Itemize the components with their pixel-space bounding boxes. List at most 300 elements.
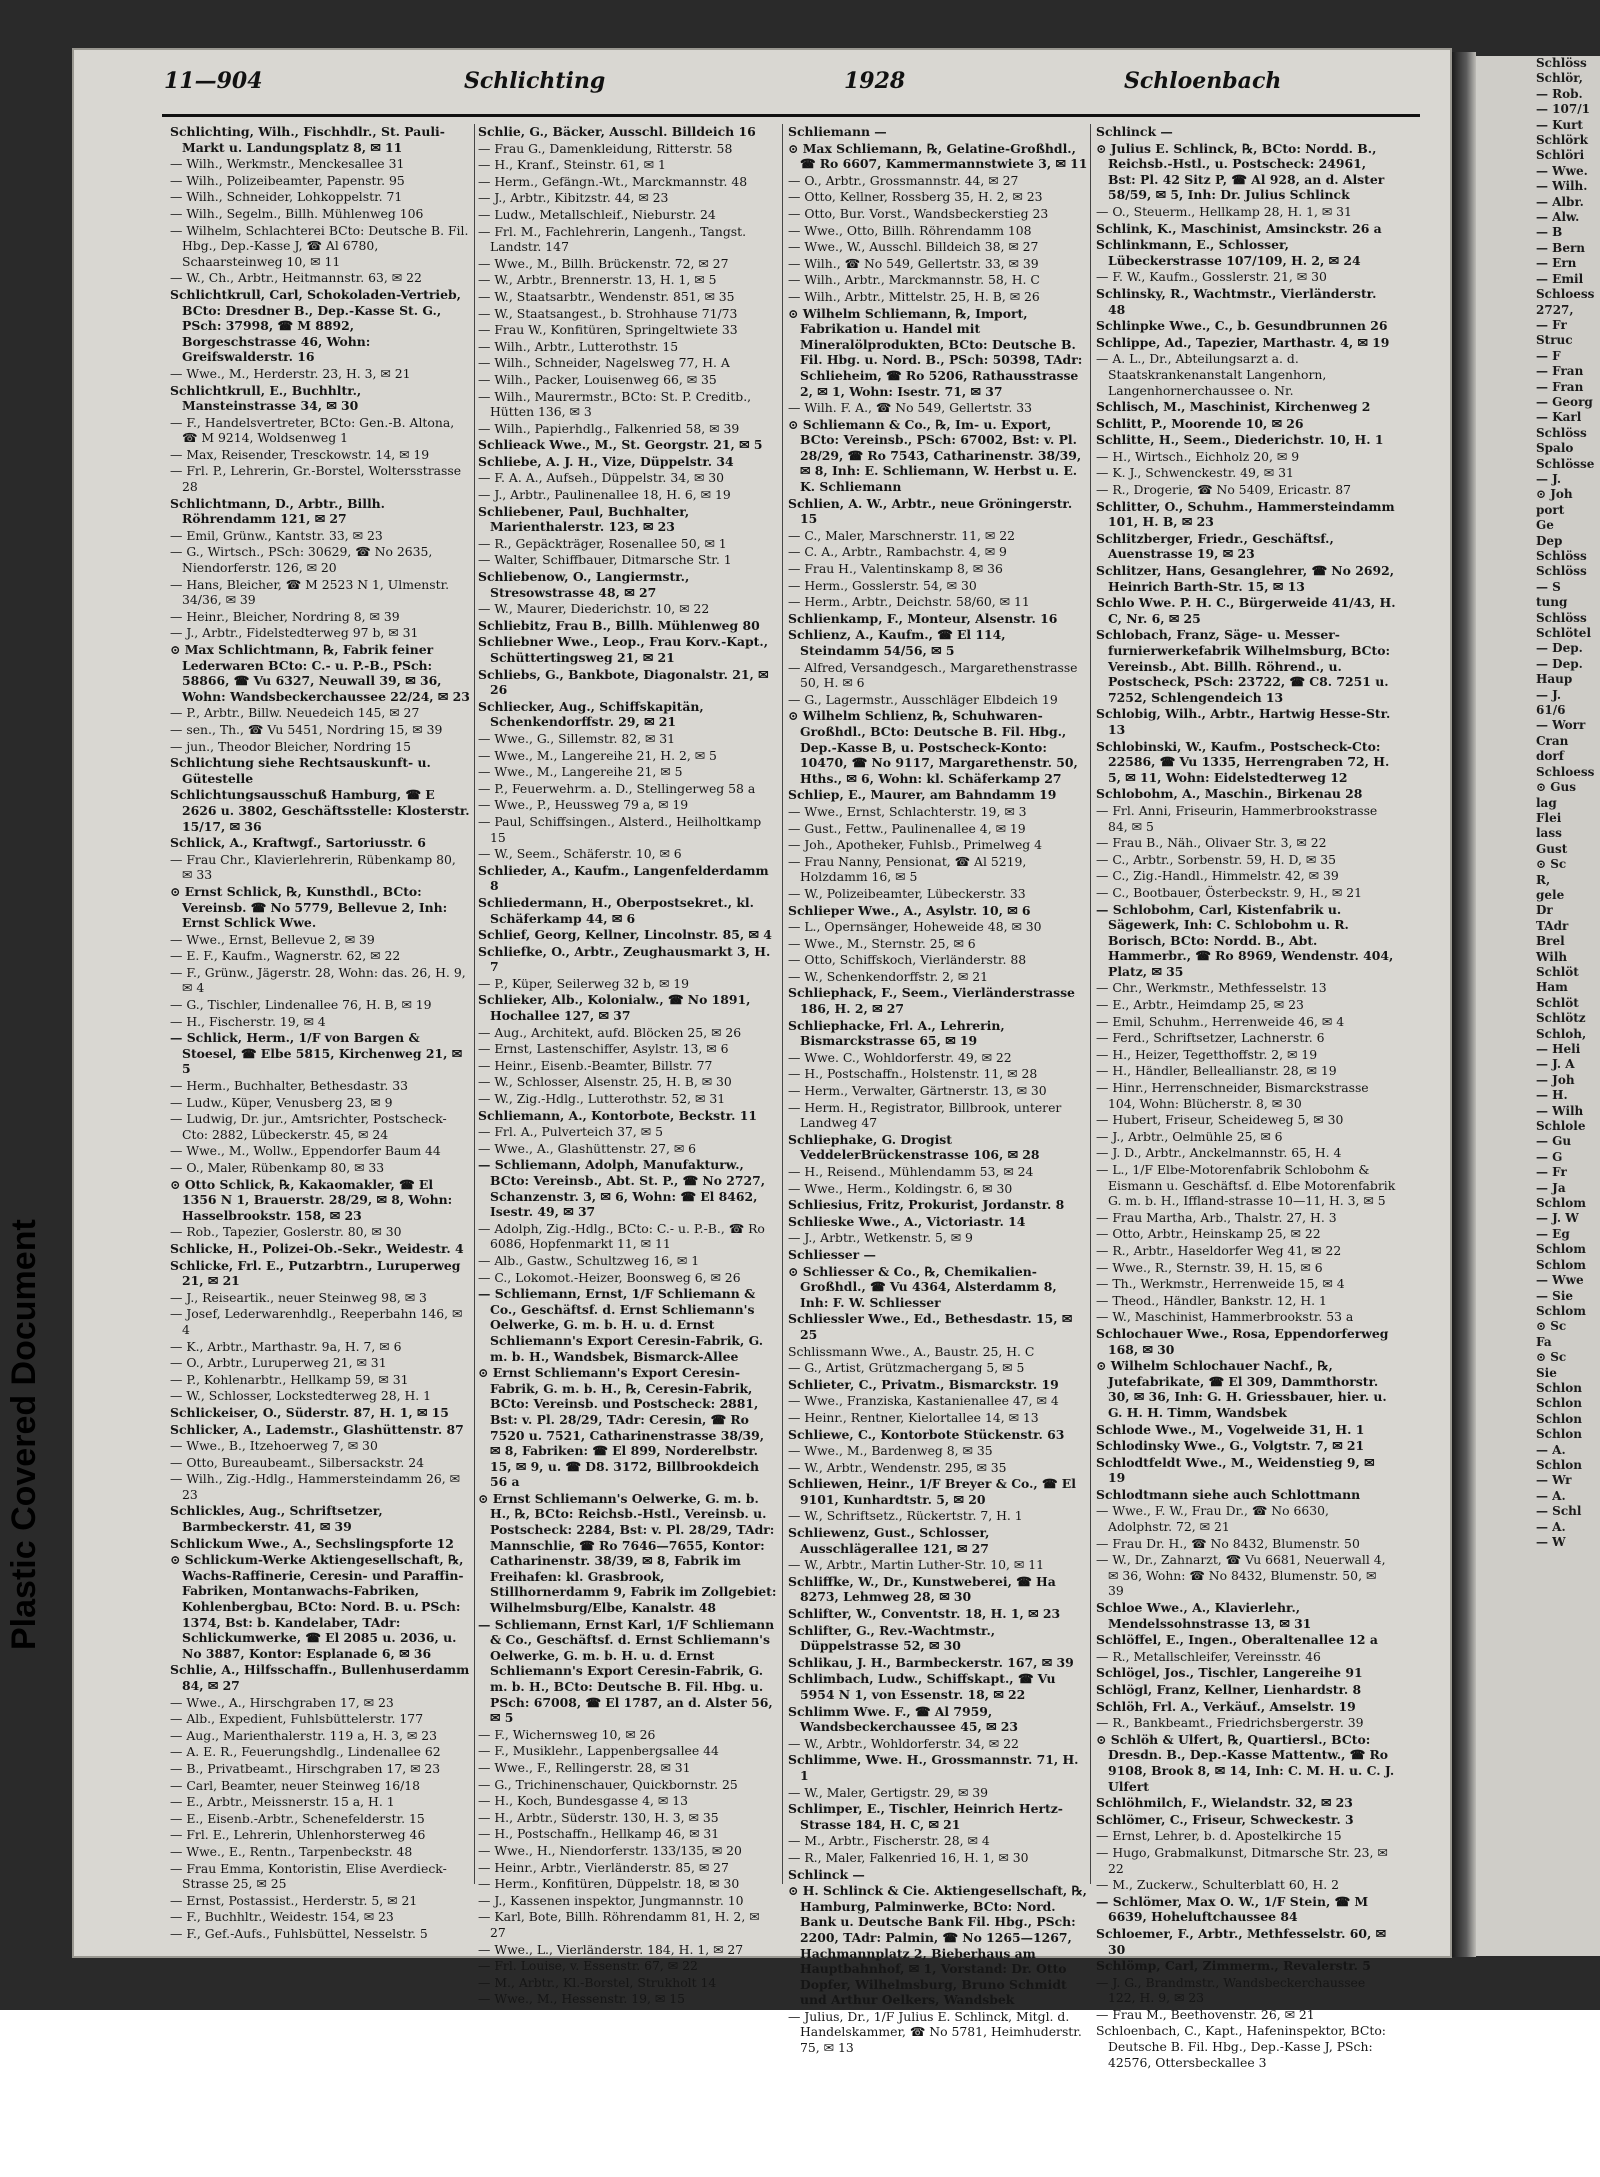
directory-entry: Schliemann — xyxy=(788,124,887,139)
directory-entry: — Schliemann, Ernst, 1/F Schliemann & Co., Geschäftsf. d. Ernst Schliemann's Oelwerke, G. m. b. H. u. d. Ernst Schliemann's Export Ceresin-Fabrik, G. m. b. H., Wandsbek, Bismarck-Allee xyxy=(478,1286,764,1364)
directory-entry: ⊙ Ernst Schliemann's Oelwerke, G. m. b. H., ℞, BCto: Reichsb.-Hstl., Vereinsb. u. Postscheck: 2284, Bst: v. Pl. 28/29, TAdr: Mannschlie, ☎ Ro 7646—7655, Kontor: Catharinenstr. 38/39, ✉ 8, Fabrik im Freihafen: kl. Grasbrook, Stillhornerdamm 9, Fabrik im Zollgebiet: Wilhelmsburg/Elbe, Kanalstr. 48 xyxy=(478,1490,777,1616)
directory-entry: Schlitzberger, Friedr., Geschäftsf., Auenstrasse 19, ✉ 23 xyxy=(1096,530,1334,562)
adjacent-page-line: — Wilh. xyxy=(1536,179,1588,194)
directory-entry: — Wilh., ☎ No 549, Gellertstr. 33, ✉ 39 xyxy=(788,255,1039,271)
directory-entry: Schliffke, W., Dr., Kunstweberei, ☎ Ha 8273, Lehmweg 28, ✉ 30 xyxy=(788,1573,1056,1605)
directory-entry: ⊙ Otto Schlick, ℞, Kakaomakler, ☎ El 1356 N 1, Brauerstr. 28/29, ✉ 8, Wohn: Hasselbrookstr. 158, ✉ 23 xyxy=(170,1176,453,1223)
directory-entry: Schlobig, Wilh., Arbtr., Hartwig Hesse-Str. 13 xyxy=(1096,706,1391,737)
directory-entry: — Wwe., M., Langereihe 21, H. 2, ✉ 5 xyxy=(478,747,717,763)
directory-entry: — Frau G., Damenkleidung, Ritterstr. 58 xyxy=(478,140,733,156)
directory-entry: — Herm., Arbtr., Deichstr. 58/60, ✉ 11 xyxy=(788,594,1030,610)
directory-entry: Schlick, A., Kraftwgf., Sartoriusstr. 6 xyxy=(170,835,426,851)
directory-entry: — Hinr., Herrenschneider, Bismarckstrasse 104, Wohn: Blücherstr. 8, ✉ 30 xyxy=(1096,1080,1369,1111)
directory-entry: — W., Polizeibeamter, Lübeckerstr. 33 xyxy=(788,885,1026,901)
directory-entry: ⊙ Max Schlichtmann, ℞, Fabrik feiner Lederwaren BCto: C.- u. P.-B., PSch: 58866, ☎ Vu 6327, Neuwall 39, ✉ 36, Wohn: Wandsbeckerchaussee 22/24, ✉ 23 xyxy=(170,642,470,704)
adjacent-page-line: Haup xyxy=(1536,672,1573,687)
directory-entry: — Frl. M., Fachlehrerin, Langenh., Tangst. Landstr. 147 xyxy=(478,223,747,255)
directory-entry: — Aug., Architekt, aufd. Blöcken 25, ✉ 26 xyxy=(478,1024,742,1040)
directory-entry: Schlinpke Wwe., C., b. Gesundbrunnen 26 xyxy=(1096,318,1388,334)
directory-entry: — Otto, Bur. Vorst., Wandsbeckerstieg 23 xyxy=(788,205,1049,221)
directory-entry: Schliebener, Paul, Buchhalter, Marienthalerstr. 123, ✉ 23 xyxy=(478,503,690,535)
adjacent-page-line: — Gu xyxy=(1536,1134,1572,1149)
directory-entry: — Frl. E., Lehrerin, Uhlenhorsterweg 46 xyxy=(170,1827,426,1843)
directory-entry: — Wwe., H., Niendorferstr. 133/135, ✉ 20 xyxy=(478,1842,742,1858)
directory-entry: — J., Kassenen inspektor, Jungmannstr. 10 xyxy=(478,1892,744,1908)
directory-column-4 xyxy=(1096,124,1396,2070)
directory-entry: — Wilh., Maurermstr., BCto: St. P. Creditb., Hütten 136, ✉ 3 xyxy=(478,388,752,420)
directory-entry: Schlichtung siehe Rechtsauskunft- u. Gütestelle xyxy=(170,755,431,786)
adjacent-page-line: Fa xyxy=(1536,1334,1552,1349)
adjacent-page-line: 2727, xyxy=(1536,302,1574,317)
adjacent-page-line: — Ern xyxy=(1536,256,1577,271)
directory-entry: — Wilh., Segelm., Billh. Mühlenweg 106 xyxy=(170,205,424,221)
directory-entry: — H., Heizer, Tegetthoffstr. 2, ✉ 19 xyxy=(1096,1046,1318,1062)
directory-entry: — B., Privatbeamt., Hirschgraben 17, ✉ 23 xyxy=(170,1760,441,1776)
adjacent-page-line: — Ja xyxy=(1536,1180,1566,1195)
directory-entry: Schliephacke, Frl. A., Lehrerin, Bismarckstrasse 65, ✉ 19 xyxy=(788,1017,1005,1049)
directory-entry: — Wwe., M., Billh. Brückenstr. 72, ✉ 27 xyxy=(478,255,729,271)
directory-entry: — W., Zig.-Hdlg., Lutterothstr. 52, ✉ 31 xyxy=(478,1091,726,1107)
directory-entry: — Karl, Bote, Billh. Röhrendamm 81, H. 2, ✉ 27 xyxy=(478,1909,760,1940)
directory-entry: Schlien, A. W., Arbtr., neue Gröningerstr. 15 xyxy=(788,495,1073,527)
directory-entry: — O., Maler, Rübenkamp 80, ✉ 33 xyxy=(170,1160,385,1175)
directory-entry: Schlichting, Wilh., Fischhdlr., St. Pauli-Markt u. Landungsplatz 8, ✉ 11 xyxy=(170,124,445,155)
directory-entry: — C., Arbtr., Sorbenstr. 59, H. D, ✉ 35 xyxy=(1096,851,1337,867)
directory-entry: — F., Buchhltr., Weidestr. 154, ✉ 23 xyxy=(170,1909,394,1925)
directory-entry: Schlieack Wwe., M., St. Georgstr. 21, ✉ 5 xyxy=(478,437,763,453)
adjacent-page-line: — Dep. xyxy=(1536,656,1583,671)
directory-entry: — Joh., Apotheker, Fuhlsb., Primelweg 4 xyxy=(788,837,1043,853)
directory-entry: — jun., Theodor Bleicher, Nordring 15 xyxy=(170,738,411,754)
directory-entry: — F., Handelsvertreter, BCto: Gen.-B. Altona, ☎ M 9214, Woldsenweg 1 xyxy=(170,414,455,446)
directory-entry: — Wwe. C., Wohldorferstr. 49, ✉ 22 xyxy=(788,1049,1012,1065)
directory-entry: Schliemann, A., Kontorbote, Beckstr. 11 xyxy=(478,1107,758,1123)
adjacent-page-line: Brel xyxy=(1536,934,1565,949)
directory-entry: Schliewe, C., Kontorbote Stückenstr. 63 xyxy=(788,1426,1065,1442)
directory-entry: — Wwe., Otto, Billh. Röhrendamm 108 xyxy=(788,222,1032,238)
directory-entry: — Wwe., W., Ausschl. Billdeich 38, ✉ 27 xyxy=(788,239,1039,255)
directory-entry: Schliep, E., Maurer, am Bahndamm 19 xyxy=(788,787,1057,803)
directory-entry: — O., Arbtr., Grossmannstr. 44, ✉ 27 xyxy=(788,172,1019,188)
column-divider xyxy=(474,124,475,1884)
adjacent-page-line: Schlörk xyxy=(1536,133,1588,148)
adjacent-page-line: Schloh, xyxy=(1536,1026,1587,1041)
directory-entry: — H., Postschaffn., Hellkamp 46, ✉ 31 xyxy=(478,1826,720,1842)
directory-entry: Schlobinski, W., Kaufm., Postscheck-Cto: 22586, ☎ Vu 1335, Herrengraben 72, H. 5, ✉ 11, Wohn: Eidelstedterweg 12 xyxy=(1096,738,1390,785)
directory-column-1 xyxy=(170,124,470,1941)
directory-entry: — Wwe., Ernst, Schlachterstr. 19, ✉ 3 xyxy=(788,803,1027,819)
directory-entry: — W., Staatsangest., b. Strohhause 71/73 xyxy=(478,305,738,321)
directory-entry: Schlie, A., Hilfsschaffn., Bullenhuserdamm 84, ✉ 27 xyxy=(170,1662,470,1693)
directory-entry: — P., Küper, Seilerweg 32 b, ✉ 19 xyxy=(478,975,690,991)
directory-entry: — W., Dr., Zahnarzt, ☎ Vu 6681, Neuerwall 4, ✉ 36, Wohn: ☎ No 8432, Blumenstr. 50, ✉ 39 xyxy=(1096,1552,1386,1599)
adjacent-page-line: — A. xyxy=(1536,1519,1566,1534)
adjacent-page-line: — J. xyxy=(1536,687,1562,702)
adjacent-page-line: lag xyxy=(1536,795,1557,810)
directory-entry: — Herm., Buchhalter, Bethesdastr. 33 xyxy=(170,1078,408,1094)
adjacent-page-line: — Fr xyxy=(1536,1165,1567,1180)
page-header xyxy=(164,62,1420,102)
directory-entry: — W., Schlosser, Lockstedterweg 28, H. 1 xyxy=(170,1388,432,1404)
adjacent-page-line: — Karl xyxy=(1536,410,1582,425)
directory-entry: — G., Tischler, Lindenallee 76, H. B, ✉ 19 xyxy=(170,997,432,1013)
directory-entry: — R., Metallschleifer, Vereinsstr. 46 xyxy=(1096,1648,1321,1664)
directory-entry: — Frl. Louise, v. Essenstr. 67, ✉ 22 xyxy=(478,1958,698,1974)
directory-entry: — Herm., Gefängn.-Wt., Marckmannstr. 48 xyxy=(478,173,748,189)
directory-entry: — Josef, Lederwarenhdlg., Reeperbahn 146, ✉ 4 xyxy=(170,1306,463,1337)
directory-entry: Schliephake, G. Drogist VeddelerBrückenstrasse 106, ✉ 28 xyxy=(788,1131,1040,1163)
guide-word-left: Schlichting xyxy=(464,68,606,94)
directory-entry: Schliefke, O., Arbtr., Zeughausmarkt 3, H. 7 xyxy=(478,943,771,975)
directory-entry: — Ludwig, Dr. jur., Amtsrichter, Postscheck-Cto: 2882, Lübeckerstr. 45, ✉ 24 xyxy=(170,1111,447,1142)
directory-entry: Schliebs, G., Bankbote, Diagonalstr. 21, ✉ 26 xyxy=(478,666,769,698)
directory-entry: — Wwe., G., Sillemstr. 82, ✉ 31 xyxy=(478,730,676,746)
directory-column-3 xyxy=(788,124,1088,2056)
directory-entry: — P., Kohlenarbtr., Hellkamp 59, ✉ 31 xyxy=(170,1371,409,1387)
directory-entry: Schlobach, Franz, Säge- u. Messer-furnierwerkefabrik Wilhelmsburg, BCto: Vereinsb., Abt. Billh. Röhrend., u. Postscheck, PSch: 23722, ☎ C8. 7251 u. 7252, Schlengendeich 13 xyxy=(1096,627,1391,705)
adjacent-page-line: Spalo xyxy=(1536,441,1574,456)
directory-entry: — W., Arbtr., Wohldorferstr. 34, ✉ 22 xyxy=(788,1735,1019,1751)
adjacent-page-line: — B xyxy=(1536,225,1563,240)
directory-entry: Schlitzer, Hans, Gesanglehrer, ☎ No 2692, Heinrich Barth-Str. 15, ✉ 13 xyxy=(1096,563,1395,594)
directory-entry: — J., Arbtr., Wetkenstr. 5, ✉ 9 xyxy=(788,1230,973,1246)
directory-entry: Schlimper, E., Tischler, Heinrich Hertz-Strasse 184, H. C, ✉ 21 xyxy=(788,1801,1063,1832)
directory-entry: — R., Maler, Falkenried 16, H. 1, ✉ 30 xyxy=(788,1849,1029,1865)
directory-entry: Schliedermann, H., Oberpostsekret., kl. Schäferkamp 44, ✉ 6 xyxy=(478,894,754,926)
directory-entry: — Frau W., Konfitüren, Springeltwiete 33 xyxy=(478,322,738,338)
directory-entry: — R., Gepäckträger, Rosenallee 50, ✉ 1 xyxy=(478,535,727,551)
directory-entry: Schlichtkrull, Carl, Schokoladen-Vertrieb, BCto: Dresdner B., Dep.-Kasse St. G., PSch: 37998, ☎ M 8892, Borgeschstrasse 46, Wohn: Greifswalderstr. 16 xyxy=(170,286,461,365)
adjacent-page-line: Dr xyxy=(1536,903,1553,918)
adjacent-page-line: Schlon xyxy=(1536,1457,1582,1472)
adjacent-page-line: Schlom xyxy=(1536,1303,1586,1318)
directory-entry: Schlimbach, Ludw., Schiffskapt., ☎ Vu 5954 N 1, von Essenstr. 18, ✉ 22 xyxy=(788,1671,1056,1702)
adjacent-page-line: — A. xyxy=(1536,1488,1566,1503)
directory-page xyxy=(72,48,1452,2070)
directory-entry: — F. A. A., Aufseh., Düppelstr. 34, ✉ 30 xyxy=(478,470,725,486)
adjacent-page-line: Schlöri xyxy=(1536,148,1585,163)
directory-entry: — Frau Dr. H., ☎ No 8432, Blumenstr. 50 xyxy=(1096,1535,1360,1551)
directory-entry: Schlickles, Aug., Schriftsetzer, Barmbeckerstr. 41, ✉ 39 xyxy=(170,1503,383,1535)
adjacent-page-line: ⊙ Joh xyxy=(1536,487,1573,502)
directory-entry: Schlichtmann, D., Arbtr., Billh. Röhrendamm 121, ✉ 27 xyxy=(170,495,385,527)
directory-entry: — Frau Nanny, Pensionat, ☎ Al 5219, Holzdamm 16, ✉ 5 xyxy=(788,853,1027,885)
directory-entry: — Heinr., Eisenb.-Beamter, Billstr. 77 xyxy=(478,1057,713,1073)
directory-entry: — Wilh., Schneider, Lohkoppelstr. 71 xyxy=(170,189,403,205)
directory-entry: Schlodtfeldt Wwe., M., Weidenstieg 9, ✉ 19 xyxy=(1096,1454,1375,1486)
directory-entry: — C., Lokomot.-Heizer, Boonsweg 6, ✉ 26 xyxy=(478,1269,741,1285)
directory-entry: Schlichtkrull, E., Buchhltr., Mansteinstrasse 34, ✉ 30 xyxy=(170,382,362,414)
directory-entry: — W., Ch., Arbtr., Heitmannstr. 63, ✉ 22 xyxy=(170,270,422,286)
directory-entry: — K. J., Schwenckestr. 49, ✉ 31 xyxy=(1096,465,1294,481)
adjacent-page-line: — Joh xyxy=(1536,1072,1575,1087)
directory-entry: Schliewenz, Gust., Schlosser, Ausschlägerallee 121, ✉ 27 xyxy=(788,1525,990,1556)
directory-entry: — Frau Martha, Arb., Thalstr. 27, H. 3 xyxy=(1096,1209,1337,1225)
directory-entry: — E., Eisenb.-Arbtr., Schenefelderstr. 15 xyxy=(170,1810,425,1826)
directory-entry: — Carl, Beamter, neuer Steinweg 16/18 xyxy=(170,1777,421,1793)
directory-entry: — Aug., Marienthalerstr. 119 a, H. 3, ✉ 23 xyxy=(170,1727,438,1743)
directory-entry: — Wilh., Zig.-Hdlg., Hammersteindamm 26, ✉ 23 xyxy=(170,1471,460,1502)
adjacent-page-line: Schlom xyxy=(1536,1257,1586,1272)
adjacent-page-line: Schlötz xyxy=(1536,1011,1586,1026)
directory-entry: Schliephack, F., Seem., Vierländerstrasse 186, H. 2, ✉ 27 xyxy=(788,985,1075,1017)
book-gutter xyxy=(1452,52,1476,1957)
guide-word-right: Schloenbach xyxy=(1124,68,1282,94)
directory-entry: — M., Arbtr., Kl.-Borstel, Strukholt 14 xyxy=(478,1974,717,1990)
directory-entry: — Schlick, Herm., 1/F von Bargen & Stoesel, ☎ Elbe 5815, Kirchenweg 21, ✉ 5 xyxy=(170,1030,463,1077)
directory-entry: — W., Arbtr., Wendenstr. 295, ✉ 35 xyxy=(788,1459,1007,1475)
directory-entry: — C., Maler, Marschnerstr. 11, ✉ 22 xyxy=(788,527,1016,543)
directory-entry: — E. F., Kaufm., Wagnerstr. 62, ✉ 22 xyxy=(170,948,401,964)
directory-entry: — Theod., Händler, Bankstr. 12, H. 1 xyxy=(1096,1292,1327,1308)
adjacent-page-line: gele xyxy=(1536,887,1565,902)
directory-entry: — G., Artist, Grützmachergang 5, ✉ 5 xyxy=(788,1360,1025,1376)
adjacent-page-line: — S xyxy=(1536,579,1561,594)
adjacent-page-line: Schlöt xyxy=(1536,995,1579,1010)
adjacent-page-line: Schlör, xyxy=(1536,71,1583,86)
directory-entry: — Alb., Gastw., Schultzweg 16, ✉ 1 xyxy=(478,1252,700,1268)
directory-entry: — Otto, Arbtr., Heinskamp 25, ✉ 22 xyxy=(1096,1226,1321,1242)
directory-entry: — W., Schlosser, Alsenstr. 25, H. B, ✉ 30 xyxy=(478,1074,732,1090)
directory-entry: Schlicke, H., Polizei-Ob.-Sekr., Weidestr. 4 xyxy=(170,1240,464,1256)
adjacent-page-line: ⊙ Sc xyxy=(1536,1319,1567,1334)
directory-entry: — Wilh., Papierhdlg., Falkenried 58, ✉ 39 xyxy=(478,420,740,436)
adjacent-page-line: — W xyxy=(1536,1535,1566,1549)
adjacent-page-line: — Wwe xyxy=(1536,1273,1584,1288)
adjacent-page-line: Schlöss xyxy=(1536,56,1587,70)
directory-entry: ⊙ Schliesser & Co., ℞, Chemikalien-Großhdl., ☎ Vu 4364, Alsterdamm 8, Inh: F. W. Schliesser xyxy=(788,1263,1057,1310)
directory-entry: — Wwe., L., Vierländerstr. 184, H. 1, ✉ 27 xyxy=(478,1941,744,1957)
directory-entry: Schlode Wwe., M., Vogelweide 31, H. 1 xyxy=(1096,1421,1365,1437)
adjacent-page-line: Schlöss xyxy=(1536,549,1587,563)
directory-entry: — Ernst, Postassist., Herderstr. 5, ✉ 21 xyxy=(170,1892,418,1908)
directory-entry: — E., Arbtr., Heimdamp 25, ✉ 23 xyxy=(1096,997,1304,1013)
directory-entry: — Julius, Dr., 1/F Julius E. Schlinck, Mitgl. d. Handelskammer, ☎ No 5781, Heimhuderstr. 75, ✉ 13 xyxy=(788,2008,1082,2056)
directory-entry: — Wwe., M., Wollw., Eppendorfer Baum 44 xyxy=(170,1143,441,1159)
directory-entry: Schliessler Wwe., Ed., Bethesdastr. 15, ✉ 25 xyxy=(788,1311,1073,1342)
directory-entry: — Heinr., Bleicher, Nordring 8, ✉ 39 xyxy=(170,608,400,624)
directory-entry: Schlinsky, R., Wachtmstr., Vierländerstr. 48 xyxy=(1096,285,1377,317)
directory-entry: Schlicke, Frl. E., Putzarbtrn., Luruperweg 21, ✉ 21 xyxy=(170,1257,461,1289)
directory-entry: Schlienz, A., Kaufm., ☎ El 114, Steindamm 54/56, ✉ 5 xyxy=(788,627,1006,658)
directory-entry: Schlömp, Carl, Zimmerm., Revalerstr. 5 xyxy=(1096,1958,1371,1974)
directory-entry: — Herm., Gosslerstr. 54, ✉ 30 xyxy=(788,577,977,593)
directory-entry: Schlögel, Jos., Tischler, Langereihe 91 xyxy=(1096,1665,1363,1681)
adjacent-page-line: — A. xyxy=(1536,1442,1566,1457)
directory-entry: — Adolph, Zig.-Hdlg., BCto: C.- u. P.-B., ☎ Ro 6086, Hopfenmarkt 11, ✉ 11 xyxy=(478,1220,765,1252)
directory-entry: — Herm., Konfitüren, Düppelstr. 18, ✉ 30 xyxy=(478,1876,740,1892)
directory-entry: — Otto, Bureaubeamt., Silbersackstr. 24 xyxy=(170,1454,425,1470)
adjacent-page-line: Schloess xyxy=(1536,287,1595,302)
directory-entry: — M., Zuckerw., Schulterblatt 60, H. 2 xyxy=(1096,1877,1340,1893)
directory-entry: Schliebitz, Frau B., Billh. Mühlenweg 80 xyxy=(478,617,760,633)
directory-entry: — A. L., Dr., Abteilungsarzt a. d. Staatskrankenanstalt Langenhorn, Langenhornerchaussee o. Nr. xyxy=(1096,351,1327,398)
directory-entry: ⊙ Wilhelm Schlienz, ℞, Schuhwaren-Großhdl., BCto: Deutsche B. Fil. Hbg., Dep.-Kasse B, u. Postscheck-Konto: 10470, ☎ No 9117, Margarethenstr. 50, Hths., ✉ 6, Wohn: kl. Schäferkamp 27 xyxy=(788,708,1078,786)
directory-entry: — H., Kranf., Steinstr. 61, ✉ 1 xyxy=(478,157,666,173)
directory-entry: Schlömer, C., Friseur, Schweckestr. 3 xyxy=(1096,1811,1354,1827)
directory-entry: Schlo Wwe. P. H. C., Bürgerweide 41/43, H. C, Nr. 6, ✉ 25 xyxy=(1096,595,1396,626)
header-rule xyxy=(162,114,1420,117)
adjacent-page-line: — Wr xyxy=(1536,1473,1572,1488)
directory-entry: ⊙ Schlöh & Ulfert, ℞, Quartiersl., BCto: Dresdn. B., Dep.-Kasse Mattentw., ☎ Ro 9108, Brook 8, ✉ 14, Inh: C. M. H. u. C. J. Ulfert xyxy=(1096,1731,1395,1794)
directory-entry: — F., Grünw., Jägerstr. 28, Wohn: das. 26, H. 9, ✉ 4 xyxy=(170,964,466,996)
directory-entry: — Wwe., Herm., Koldingstr. 6, ✉ 30 xyxy=(788,1180,1013,1196)
adjacent-page-line: TAdr xyxy=(1536,918,1569,933)
directory-entry: Schliecker, Aug., Schiffskapitän, Schenkendorffstr. 29, ✉ 21 xyxy=(478,698,704,730)
directory-entry: — P., Arbtr., Billw. Neuedeich 145, ✉ 27 xyxy=(170,705,420,721)
directory-entry: Schliesius, Fritz, Prokurist, Jordanstr. 8 xyxy=(788,1197,1065,1213)
directory-entry: — Wwe., Franziska, Kastanienallee 47, ✉ 4 xyxy=(788,1393,1059,1409)
directory-entry: — W., Maurer, Diederichstr. 10, ✉ 22 xyxy=(478,601,710,617)
directory-entry: Schlodinsky Wwe., G., Volgtstr. 7, ✉ 21 xyxy=(1096,1438,1365,1454)
directory-entry: Schlinkmann, E., Schlosser, Lübeckerstrasse 107/109, H. 2, ✉ 24 xyxy=(1096,237,1361,268)
directory-entry: — Frau H., Valentinskamp 8, ✉ 36 xyxy=(788,561,1003,577)
directory-entry: Schliebner Wwe., Leop., Frau Korv.-Kapt., Schüttertingsweg 21, ✉ 21 xyxy=(478,634,769,665)
directory-entry: Schlief, Georg, Kellner, Lincolnstr. 85, ✉ 4 xyxy=(478,927,772,943)
directory-entry: — Wwe., A., Glashüttenstr. 27, ✉ 6 xyxy=(478,1140,697,1156)
directory-entry: Schlöhmilch, F., Wielandstr. 32, ✉ 23 xyxy=(1096,1795,1353,1811)
directory-entry: — Frl. A., Pulverteich 37, ✉ 5 xyxy=(478,1124,663,1140)
directory-entry: — F., Gef.-Aufs., Fuhlsbüttel, Nesselstr. 5 xyxy=(170,1925,428,1941)
directory-entry: — J., Reiseartik., neuer Steinweg 98, ✉ 3 xyxy=(170,1289,427,1305)
adjacent-page-line: Schlon xyxy=(1536,1396,1582,1411)
directory-entry: Schlöh, Frl. A., Verkäuf., Amselstr. 19 xyxy=(1096,1698,1356,1714)
column-divider xyxy=(782,124,783,1884)
directory-entry: — Wwe., R., Sternstr. 39, H. 15, ✉ 6 xyxy=(1096,1259,1323,1275)
directory-entry: — H., Händler, Belleallianstr. 28, ✉ 19 xyxy=(1096,1063,1337,1079)
adjacent-page-line: — Dep. xyxy=(1536,641,1583,656)
directory-entry: ⊙ Ernst Schlick, ℞, Kunsthdl., BCto: Vereinsb. ☎ No 5779, Bellevue 2, Inh: Ernst Schlick Wwe. xyxy=(170,883,448,931)
directory-entry: — Wwe., A., Hirschgraben 17, ✉ 23 xyxy=(170,1694,394,1710)
directory-entry: ⊙ Schlickum-Werke Aktiengesellschaft, ℞, Wachs-Raffinerie, Ceresin- und Paraffin-Fabriken, Montanwachs-Fabriken, Kohlenbergbau, BCto: Nord. B. u. PSch: 1374, Bst: b. Kandelaber, TAdr: Schlickumwerke, ☎ El 2085 u. 2036, u. No 3887, Kontor: Esplanade 6, ✉ 36 xyxy=(170,1552,464,1661)
adjacent-page-line: — J. xyxy=(1536,471,1562,486)
directory-entry: — Otto, Kellner, Rossberg 35, H. 2, ✉ 23 xyxy=(788,189,1043,205)
directory-entry: Schlögl, Franz, Kellner, Lienhardstr. 8 xyxy=(1096,1682,1362,1697)
directory-entry: — W., Arbtr., Brennerstr. 13, H. 1, ✉ 5 xyxy=(478,272,717,288)
adjacent-page-line: Schlöss xyxy=(1536,610,1587,625)
directory-entry: — W., Schenkendorffstr. 2, ✉ 21 xyxy=(788,968,988,984)
directory-entry: — W., Seem., Schäferstr. 10, ✉ 6 xyxy=(478,846,682,862)
directory-entry: Schlieker, Alb., Kolonialw., ☎ No 1891, Hochallee 127, ✉ 37 xyxy=(478,992,751,1024)
directory-entry: — J. G., Brandmstr., Wandsbeckerchaussee 122, H. 9, ✉ 23 xyxy=(1096,1974,1366,2006)
adjacent-page-line: Schlom xyxy=(1536,1242,1586,1257)
directory-entry: — J., Arbtr., Kibitzstr. 44, ✉ 23 xyxy=(478,190,669,206)
directory-entry: — H., Koch, Bundesgasse 4, ✉ 13 xyxy=(478,1793,688,1809)
directory-entry: — H., Wirtsch., Eichholz 20, ✉ 9 xyxy=(1096,448,1300,464)
directory-entry: — G., Lagermstr., Ausschläger Elbdeich 19 xyxy=(788,691,1058,707)
adjacent-page-line: — Georg xyxy=(1536,394,1593,409)
adjacent-page-line: Schlöss xyxy=(1536,564,1587,579)
directory-entry: — W., Schriftsetz., Rückertstr. 7, H. 1 xyxy=(788,1508,1023,1524)
directory-entry: — Frau Emma, Kontoristin, Elise Averdieck-Strasse 25, ✉ 25 xyxy=(170,1860,447,1892)
directory-entry: — Heinr., Rentner, Kielortallee 14, ✉ 13 xyxy=(788,1409,1039,1425)
directory-entry: — H., Postschaffn., Holstenstr. 11, ✉ 28 xyxy=(788,1066,1038,1082)
directory-entry: — J. D., Arbtr., Anckelmannstr. 65, H. 4 xyxy=(1096,1145,1342,1161)
adjacent-page-line: — Wilh xyxy=(1536,1103,1584,1118)
directory-entry: Schlitte, H., Seem., Diederichstr. 10, H. 1 xyxy=(1096,432,1384,448)
directory-entry: ⊙ H. Schlinck & Cie. Aktiengesellschaft, ℞, Hamburg, Palminwerke, BCto: Nord. Bank u. Deutsche Bank Fil. Hbg., PSch: 2200, TAdr: Palmin, ☎ No 1265—1267, Hachmannplatz 2, Bieberhaus am Hauptbahnhof, ✉ 1, Vorstand: Dr. Otto Dopfer, Wilhelmsburg, Bruno Schmidt und Arthur Oelkers, Wandsbek xyxy=(788,1883,1087,2008)
directory-entry: — Alb., Expedient, Fuhlsbüttelerstr. 177 xyxy=(170,1711,424,1727)
adjacent-page-line: Struc xyxy=(1536,333,1573,348)
directory-entry: Schlieske Wwe., A., Victoriastr. 14 xyxy=(788,1213,1026,1229)
directory-entry: — Ernst, Lastenschiffer, Asylstr. 13, ✉ 6 xyxy=(478,1041,729,1057)
adjacent-page-line: — Eg xyxy=(1536,1226,1570,1241)
directory-entry: ⊙ Ernst Schliemann's Export Ceresin-Fabrik, G. m. b. H., ℞, Ceresin-Fabrik, BCto: Vereinsb. und Postscheck: 2881, Bst: v. Pl. 28/29, TAdr: Ceresin, ☎ Ro 7520 u. 7521, Catharinenstrasse 38/39, ✉ 8, Fabriken: ☎ El 899, Norderelbstr. 15, ✉ 9, u. ☎ D8. 3172, Billbrookdeich 56 a xyxy=(478,1365,765,1490)
directory-entry: — F., Wichernsweg 10, ✉ 26 xyxy=(478,1726,656,1742)
directory-entry: Schlitt, P., Moorende 10, ✉ 26 xyxy=(1096,415,1304,431)
directory-entry: Schlisch, M., Maschinist, Kirchenweg 2 xyxy=(1096,399,1371,415)
adjacent-page-line: — Bern xyxy=(1536,240,1586,255)
adjacent-page-line: R, xyxy=(1536,872,1551,887)
directory-entry: — sen., Th., ☎ Vu 5451, Nordring 15, ✉ 39 xyxy=(170,721,443,737)
directory-entry: Schlobohm, A., Maschin., Birkenau 28 xyxy=(1096,786,1363,802)
directory-entry: Schlickum Wwe., A., Sechslingspforte 12 xyxy=(170,1535,454,1551)
directory-entry: — Wilh., Arbtr., Marckmannstr. 58, H. C xyxy=(788,272,1040,288)
page-number: 11—904 xyxy=(164,68,263,94)
directory-entry: — R., Arbtr., Haseldorfer Weg 41, ✉ 22 xyxy=(1096,1242,1342,1258)
adjacent-page-line: Ge xyxy=(1536,518,1554,533)
adjacent-page-line: — Schl xyxy=(1536,1504,1582,1519)
directory-entry: — Wilh., Arbtr., Mittelstr. 25, H. B, ✉ 26 xyxy=(788,288,1040,304)
adjacent-page-fragment xyxy=(1476,56,1600,1956)
directory-entry: Schliesser — xyxy=(788,1246,876,1262)
directory-entry: Schlifter, W., Conventstr. 18, H. 1, ✉ 23 xyxy=(788,1606,1061,1622)
directory-entry: Schlie, G., Bäcker, Ausschl. Billdeich 16 xyxy=(478,124,756,139)
directory-entry: — L., Opernsänger, Hoheweide 48, ✉ 30 xyxy=(788,919,1042,935)
directory-entry: — Herm., Verwalter, Gärtnerstr. 13, ✉ 30 xyxy=(788,1083,1047,1099)
directory-entry: — Wilh., Packer, Louisenweg 66, ✉ 35 xyxy=(478,371,717,387)
directory-entry: — Emil, Grünw., Kantstr. 33, ✉ 23 xyxy=(170,527,383,543)
directory-entry: — Schliemann, Adolph, Manufakturw., BCto: Vereinsb., Abt. St. P., ☎ No 2727, Schanzenstr. 3, ✉ 6, Wohn: ☎ El 8462, Isestr. 49, ✉ 37 xyxy=(478,1157,766,1220)
directory-entry: — Otto, Schiffskoch, Vierländerstr. 88 xyxy=(788,952,1027,968)
directory-entry: — Walter, Schiffbauer, Ditmarsche Str. 1 xyxy=(478,552,732,568)
directory-entry: Schlinck — xyxy=(1096,124,1173,139)
directory-entry: — Paul, Schiffsingen., Alsterd., Heilholtkamp 15 xyxy=(478,813,762,845)
directory-entry: — M., Arbtr., Fischerstr. 28, ✉ 4 xyxy=(788,1833,990,1849)
directory-entry: — Frau M., Beethovenstr. 26, ✉ 21 xyxy=(1096,2006,1315,2022)
directory-entry: — Hugo, Grabmalkunst, Ditmarsche Str. 23, ✉ 22 xyxy=(1096,1844,1388,1876)
adjacent-page-line: — Wwe. xyxy=(1536,163,1588,178)
directory-entry: — Wilh. F. A., ☎ No 549, Gellertstr. 33 xyxy=(788,400,1033,416)
adjacent-page-line: port xyxy=(1536,502,1565,517)
adjacent-page-line: — G xyxy=(1536,1149,1563,1164)
directory-entry: — Gust., Fettw., Paulinenallee 4, ✉ 19 xyxy=(788,820,1026,836)
directory-entry: — Frl. Anni, Friseurin, Hammerbrookstrasse 84, ✉ 5 xyxy=(1096,802,1378,834)
directory-entry: Schlimm Wwe. F., ☎ Al 7959, Wandsbeckerchaussee 45, ✉ 23 xyxy=(788,1703,1019,1735)
directory-entry: — C. A., Arbtr., Rambachstr. 4, ✉ 9 xyxy=(788,544,1007,560)
directory-entry: — Wwe., Ernst, Bellevue 2, ✉ 39 xyxy=(170,931,375,947)
adjacent-page-line: Sie xyxy=(1536,1365,1557,1380)
adjacent-page-line: dorf xyxy=(1536,749,1564,764)
directory-entry: — J., Arbtr., Oelmühle 25, ✉ 6 xyxy=(1096,1128,1283,1144)
adjacent-page-line: — Heli xyxy=(1536,1042,1581,1056)
directory-entry: — Frau Chr., Klavierlehrerin, Rübenkamp 80, ✉ 33 xyxy=(170,851,456,883)
directory-entry: — W., Maschinist, Hammerbrookstr. 53 a xyxy=(1096,1309,1354,1325)
directory-entry: Schlieper Wwe., A., Asylstr. 10, ✉ 6 xyxy=(788,902,1031,918)
directory-entry: — Hubert, Friseur, Scheideweg 5, ✉ 30 xyxy=(1096,1112,1344,1128)
adjacent-page-line: Schlole xyxy=(1536,1119,1586,1134)
directory-entry: Schlienkamp, F., Monteur, Alsenstr. 16 xyxy=(788,610,1058,626)
column-divider xyxy=(1090,124,1091,1884)
directory-entry: — Alfred, Versandgesch., Margarethenstrasse 50, H. ✉ 6 xyxy=(788,659,1078,691)
directory-entry: Schlissmann Wwe., A., Baustr. 25, H. C xyxy=(788,1343,1035,1359)
directory-entry: — Wilh., Werkmstr., Menckesallee 31 xyxy=(170,156,405,172)
directory-entry: — Wwe., F., Rellingerstr. 28, ✉ 31 xyxy=(478,1759,691,1775)
directory-entry: — Ernst, Lehrer, b. d. Apostelkirche 15 xyxy=(1096,1828,1342,1844)
adjacent-page-line: Flei xyxy=(1536,810,1562,825)
adjacent-page-line: — J. A xyxy=(1536,1057,1575,1072)
adjacent-page-line: ⊙ Sc xyxy=(1536,857,1567,872)
